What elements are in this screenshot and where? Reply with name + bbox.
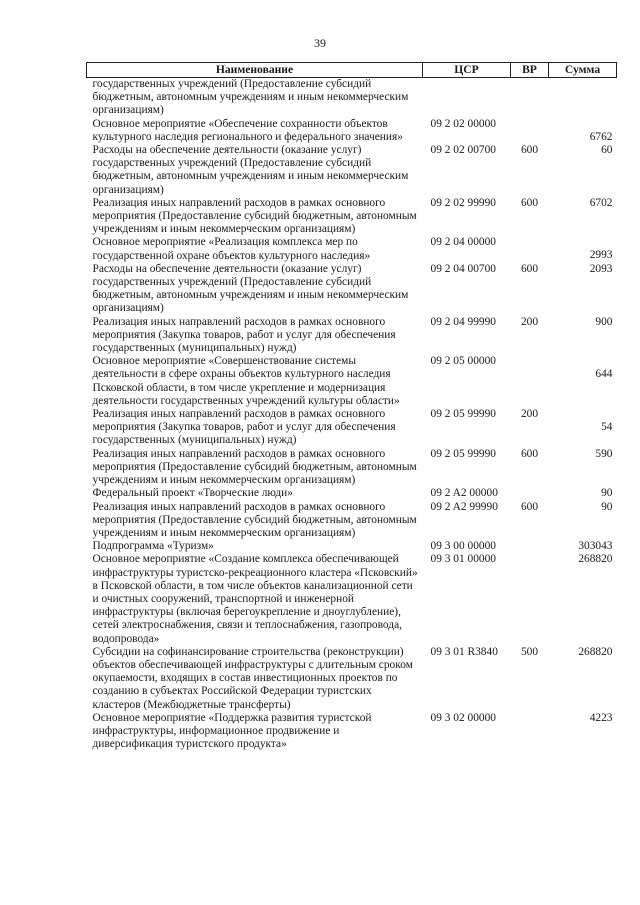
row-csr-cell: 09 2 02 00700 [430, 144, 496, 157]
table-row [87, 448, 617, 488]
table-row [87, 355, 617, 408]
table-row [87, 316, 617, 356]
table-row [87, 78, 617, 118]
row-name-cell: Основное мероприятие «Поддержка развития туристской инфраструктуры, информационное продвижение и диверсификация туристского продукта» [92, 711, 372, 751]
row-csr-cell: 09 2 02 99990 [430, 196, 496, 209]
row-vr-cell: 600 [520, 144, 539, 157]
row-csr-cell: 09 3 01 00000 [430, 553, 496, 566]
row-vr-cell: 200 [520, 408, 539, 421]
row-name-cell: Реализация иных направлений расходов в рамках основного мероприятия (Предоставление субсидий бюджетным, автономным учреждениям и иным некоммерческим организациям) [92, 447, 417, 487]
row-name-cell: Реализация иных направлений расходов в рамках основного мероприятия (Предоставление субсидий бюджетным, автономным учреждениям и иным некоммерческим организациям) [92, 196, 417, 236]
table-row [87, 646, 617, 712]
table-row [87, 712, 617, 752]
row-vr-cell [511, 118, 549, 144]
row-csr-cell: 09 2 A2 00000 [430, 487, 498, 500]
table-header-row [87, 63, 617, 78]
header-csr: ЦСР [423, 63, 511, 78]
row-sum-cell: 90 [601, 500, 613, 513]
row-name-cell: Реализация иных направлений расходов в рамках основного мероприятия (Закупка товаров, работ и услуг для обеспечения государственных (муниципальных) нужд) [92, 408, 396, 447]
row-csr-cell: 09 3 02 00000 [430, 711, 496, 724]
table-row [87, 553, 617, 645]
budget-table [86, 62, 616, 751]
row-name-cell: Расходы на обеспечение деятельности (оказание услуг) государственных учреждений (Предоставление субсидий бюджетным, автономным учреждениям и иным некоммерческим организациям) [92, 262, 409, 315]
row-csr-cell: 09 2 05 99990 [430, 447, 496, 460]
row-vr-cell [511, 355, 549, 408]
row-csr-cell: 09 2 A2 99990 [430, 500, 498, 513]
row-sum-cell: 303043 [578, 540, 613, 553]
row-vr-cell: 600 [520, 447, 539, 460]
table-row [87, 236, 617, 262]
row-vr-cell [511, 487, 549, 500]
header-name: Наименование [87, 63, 423, 78]
row-vr-cell: 600 [520, 262, 539, 275]
row-vr-cell: 600 [520, 500, 539, 513]
row-sum-cell: 90 [601, 487, 613, 500]
row-sum-cell: 4223 [589, 711, 613, 724]
row-csr-cell: 09 2 05 00000 [430, 355, 496, 368]
row-name-cell: Федеральный проект «Творческие люди» [92, 487, 293, 500]
table-row [87, 197, 617, 237]
row-csr-cell: 09 2 02 00000 [430, 117, 496, 130]
table-row [87, 487, 617, 500]
row-sum-cell: 268820 [578, 553, 613, 566]
table-row [87, 263, 617, 316]
page-number: 39 [314, 36, 326, 50]
row-vr-cell: 200 [520, 315, 539, 328]
row-name-cell: Расходы на обеспечение деятельности (оказание услуг) государственных учреждений (Предоставление субсидий бюджетным, автономным учреждениям и иным некоммерческим организациям) [92, 144, 409, 196]
row-name-cell: Реализация иных направлений расходов в рамках основного мероприятия (Предоставление субсидий бюджетным, автономным учреждениям и иным некоммерческим организациям) [92, 500, 417, 539]
table-row [87, 144, 617, 197]
row-sum-cell: 644 [595, 368, 613, 381]
row-csr-cell [423, 78, 511, 118]
row-sum-cell: 2993 [589, 249, 613, 262]
row-name-cell: Субсидии на софинансирование строительства (реконструкции) объектов обеспечивающей инфраструктуры с длительным сроком окупаемости, входящих в состав инвестиционных проектов по созданию в субъектах Российской Федерации туристских кластеров (Межбюджетные трансферты) [92, 645, 413, 711]
row-name-cell: Основное мероприятие «Создание комплекса обеспечивающей инфраструктуры туристско-рекреационного кластера «Псковский» в Псковской области, в том числе объектов канализационной сети и очистных сооружений, транспортной и инженерной инфраструктуры (включая берегоукрепление и дноуглубление), сетей электроснабжения, связи и теплоснабжения, газопровода, водопровода» [92, 553, 418, 645]
row-sum-cell: 900 [595, 315, 613, 328]
row-sum-cell: 590 [595, 447, 613, 460]
row-vr-cell [511, 78, 549, 118]
row-vr-cell [511, 553, 549, 645]
row-csr-cell: 09 3 00 00000 [430, 540, 496, 553]
table-row [87, 408, 617, 448]
header-vr: ВР [511, 63, 549, 78]
row-sum-cell: 2093 [589, 262, 613, 275]
row-vr-cell [511, 712, 549, 752]
row-csr-cell: 09 3 01 R3840 [430, 645, 498, 658]
table-row [87, 501, 617, 541]
row-vr-cell [511, 540, 549, 553]
row-sum-cell: 6762 [589, 130, 613, 143]
row-csr-cell: 09 2 04 00000 [430, 236, 496, 249]
row-csr-cell: 09 2 04 99990 [430, 315, 496, 328]
row-name-cell: Реализация иных направлений расходов в рамках основного мероприятия (Закупка товаров, работ и услуг для обеспечения государственных (муниципальных) нужд) [92, 315, 396, 355]
row-sum-cell: 268820 [578, 645, 613, 658]
row-name-cell: Основное мероприятие «Совершенствование системы деятельности в сфере охраны объектов культурного наследия Псковской области, в том числе укрепление и модернизация деятельности государственных учреждений культуры области» [92, 355, 400, 407]
row-sum-cell [549, 78, 617, 118]
row-name-cell: Подпрограмма «Туризм» [92, 540, 214, 553]
row-sum-cell: 60 [601, 144, 613, 157]
row-csr-cell: 09 2 05 99990 [430, 408, 496, 421]
row-vr-cell: 600 [520, 196, 539, 209]
row-vr-cell [511, 236, 549, 262]
table-row [87, 118, 617, 144]
row-vr-cell: 500 [520, 645, 539, 658]
budget-table-grid [86, 62, 617, 751]
header-sum: Сумма [549, 63, 617, 78]
row-name-cell: Основное мероприятие «Обеспечение сохранности объектов культурного наследия регионального и федерального значения» [92, 117, 403, 143]
table-row [87, 540, 617, 553]
table-body [87, 78, 617, 752]
row-name-cell: государственных учреждений (Предоставление субсидий бюджетным, автономным учреждениям и иным некоммерческим организациям) [92, 78, 409, 117]
row-sum-cell: 6702 [589, 196, 613, 209]
row-name-cell: Основное мероприятие «Реализация комплекса мер по государственной охране объектов культурного наследия» [92, 236, 371, 262]
row-csr-cell: 09 2 04 00700 [430, 262, 496, 275]
row-sum-cell: 54 [601, 421, 613, 434]
